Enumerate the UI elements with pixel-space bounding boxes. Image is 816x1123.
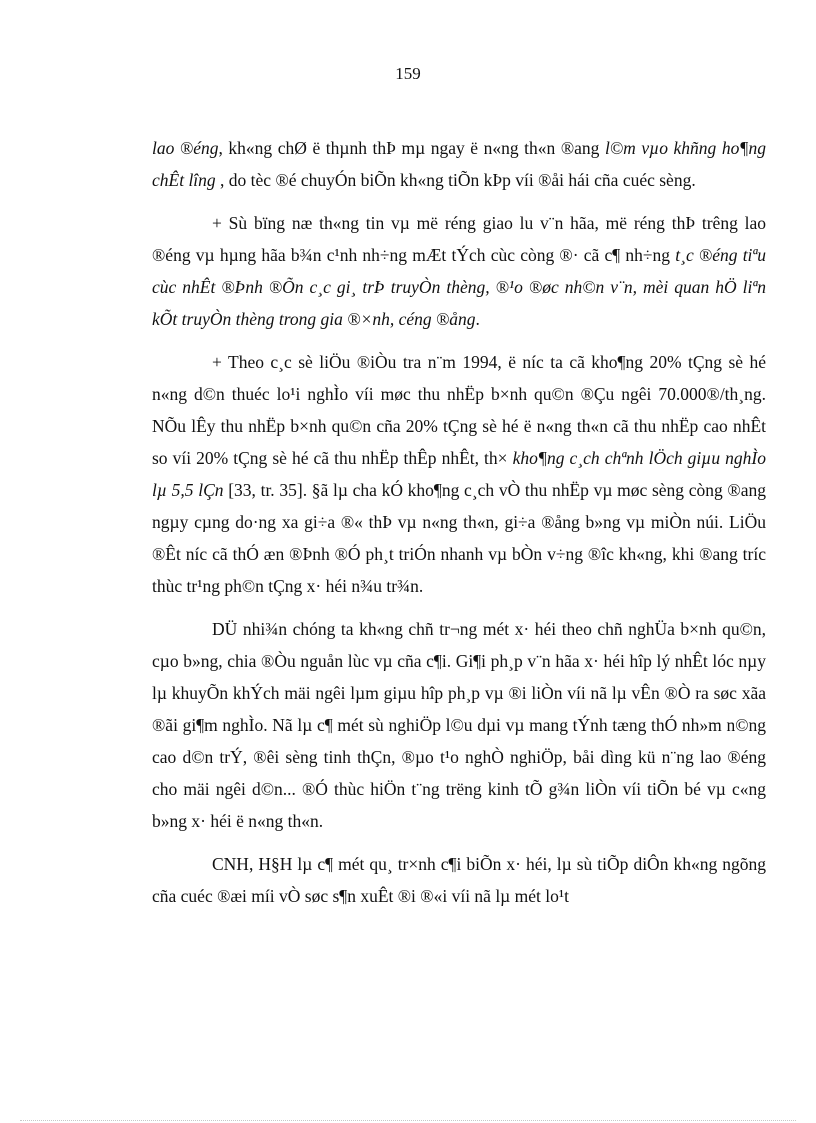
text-segment: t¸c ®éng tiªu cùc nhÊt ®Þnh ®Õn c¸c gi¸ trÞ truyÒn thèng, ®¹o ®øc nh©n v¨n, mèi quan hÖ liªn kÕt truyÒn thèng trong gia ®×nh, céng ®ång bbox=[152, 245, 766, 329]
paragraph bbox=[152, 848, 766, 912]
paragraph bbox=[152, 346, 766, 602]
text-segment: + Theo c¸c sè liÖu ®iÒu tra n¨m 1994, ë níc ta cã kho¶ng 20% tÇng sè hé n«ng d©n thuéc lo¹i nghÌo víi møc thu nhËp b×nh qu©n ®Çu ngêi 70.000®/th¸ng. NÕu lÊy thu nhËp b×nh qu©n cña 20% tÇng sè hé ë n«ng th«n cã thu nhËp cao nhÊt so víi 20% tÇng sè hé cã thu nhËp thÊp nhÊt, th× bbox=[152, 352, 766, 468]
text-segment: CNH, H§H lµ c¶ mét qu¸ tr×nh c¶i biÕn x· héi, lµ sù tiÕp diÔn kh«ng ngõng cña cuéc ®æi míi vÒ søc s¶n xuÊt ®i ®«i víi nã lµ mét lo¹t bbox=[152, 854, 766, 906]
text-segment: [33, tr. 35]. §ã lµ cha kÓ kho¶ng c¸ch vÒ thu nhËp vµ møc sèng còng ®ang ngµy cµng do·ng xa gi÷a ®« thÞ vµ n«ng th«n, gi÷a ®ång b»ng vµ miÒn núi. LiÖu ®Êt níc cã thÓ æn ®Þnh ®Ó ph¸t triÓn nhanh vµ bÒn v÷ng ®îc kh«ng, khi ®ang tríc thùc tr¹ng ph©n tÇng x· héi n¾u tr¾n. bbox=[152, 480, 766, 596]
text-segment: . bbox=[475, 309, 480, 329]
text-segment: kho¶ng c¸ch chªnh lÖch giµu nghÌo lµ 5,5 lÇn bbox=[152, 448, 766, 500]
text-segment: , do tèc ®é chuyÓn biÕn kh«ng tiÕn kÞp víi ®åi hái cña cuéc sèng. bbox=[215, 170, 696, 190]
text-segment: l©m vµo khñng ho¶ng chÊt lîng bbox=[152, 138, 766, 190]
footer-divider bbox=[20, 1120, 796, 1121]
paragraph bbox=[152, 207, 766, 335]
text-segment: DÜ nhi¾n chóng ta kh«ng chñ tr¬ng mét x· héi theo chñ nghÜa b×nh qu©n, cµo b»ng, chia ®Òu nguån lùc vµ cña c¶i. Gi¶i ph¸p v¨n hãa x· héi hîp lý nhÊt lóc nµy lµ khuyÕn khÝch mäi ngêi lµm giµu hîp ph¸p vµ ®i liÒn víi nã lµ vÊn ®Ò ra søc xãa ®ãi gi¶m nghÌo. Nã lµ c¶ mét sù nghiÖp l©u dµi vµ mang tÝnh tæng thÓ nh»m n©ng cao d©n trÝ, ®êi sèng tinh thÇn, ®µo t¹o nghÒ nghiÖp, båi dìng kü n¨ng lao ®éng cho mäi ngêi d©n... ®Ó thùc hiÖn t¨ng trëng kinh tÕ g¾n liÒn víi tiÕn bé vµ c«ng b»ng x· héi ë n«ng th«n. bbox=[152, 619, 766, 831]
text-segment: + Sù bïng næ th«ng tin vµ më réng giao lu v¨n hãa, më réng thÞ trêng lao ®éng vµ hµng hãa b¾n c¹nh nh÷ng mÆt tÝch cùc còng ®· cã c¶ nh÷ng bbox=[152, 213, 766, 265]
text-segment: lao ®éng bbox=[152, 138, 219, 158]
paragraph bbox=[152, 132, 766, 196]
paragraph bbox=[152, 613, 766, 837]
text-segment: , kh«ng chØ ë thµnh thÞ mµ ngay ë n«ng th«n ®ang bbox=[218, 138, 605, 158]
body-text bbox=[152, 132, 766, 923]
page-number: 159 bbox=[395, 64, 421, 83]
